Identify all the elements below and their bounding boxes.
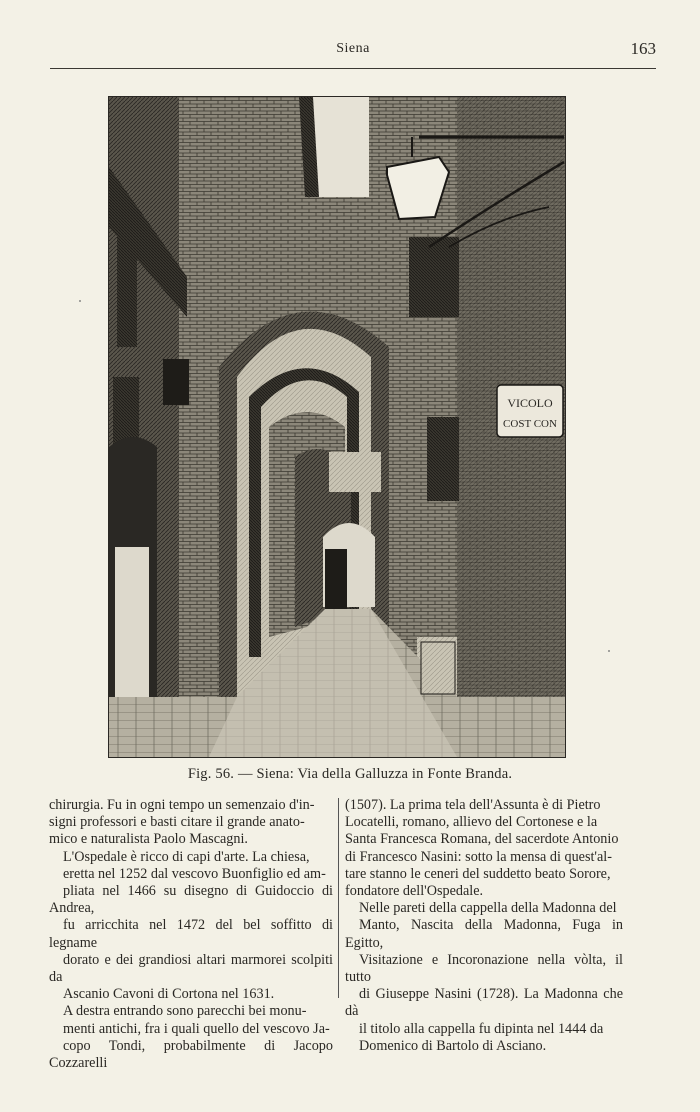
text-line: A destra entrando sono parecchi bei monu- — [63, 1003, 307, 1020]
text-line: di Giuseppe Nasini (1728). La Madonna che dà — [345, 986, 623, 1020]
right-column — [345, 797, 623, 1055]
left-paragraph-2 — [49, 849, 333, 1004]
text-line: di Francesco Nasini: sotto la mensa di quest'al- — [345, 848, 612, 865]
text-line: (1507). La prima tela dell'Assunta è di Pietro — [345, 797, 601, 813]
text-line: il titolo alla cappella fu dipinta nel 1444 da — [359, 1020, 604, 1037]
text-line: L'Ospedale è ricco di capi d'arte. La chiesa, — [63, 848, 310, 865]
text-line: signi professori e basti citare il grande anato- — [49, 814, 305, 831]
text-line: Nelle pareti della cappella della Madonna del — [359, 900, 617, 917]
text-line: Ascanio Cavoni di Cortona nel 1631. — [63, 986, 275, 1003]
text-line: Domenico di Bartolo di Asciano. — [359, 1037, 547, 1054]
right-paragraph-1 — [345, 797, 623, 900]
left-paragraph-3 — [49, 1003, 333, 1072]
sign-text-top: VICOLO — [507, 396, 553, 410]
paper-speck — [608, 650, 610, 652]
street-engraving — [109, 97, 565, 757]
text-line: Visitazione e Incoronazione nella vòlta, il tutto — [345, 951, 623, 986]
text-line: tare stanno le ceneri del suddetto beato Sorore, — [345, 865, 611, 882]
engraving-figure — [108, 96, 566, 758]
text-line: Locatelli, romano, allievo del Cortonese e la — [345, 814, 598, 831]
running-title: Siena — [336, 41, 370, 56]
text-line: copo Tondi, probabilmente di Jacopo Cozzarelli — [49, 1037, 333, 1072]
text-line: eretta nel 1252 dal vescovo Buonfiglio ed am- — [63, 865, 326, 882]
text-line: fondatore dell'Ospedale. — [345, 883, 484, 900]
text-line: fu arricchita nel 1472 del bel soffitto di legname — [49, 917, 333, 951]
text-line: menti antichi, fra i quali quello del vescovo Ja- — [63, 1020, 330, 1037]
text-line: Manto, Nascita della Madonna, Fuga in Egitto, — [345, 917, 623, 951]
left-column — [49, 797, 333, 1072]
text-line: dorato e dei grandiosi altari marmorei scolpiti da — [49, 951, 333, 986]
page-number: 163 — [630, 39, 656, 58]
text-line: mico e naturalista Paolo Mascagni. — [49, 831, 248, 848]
running-header — [50, 38, 656, 69]
text-line: chirurgia. Fu in ogni tempo un semenzaio d'in- — [49, 797, 315, 813]
column-divider — [338, 798, 339, 998]
figure-caption: Fig. 56. — Siena: Via della Galluzza in Fonte Branda. — [187, 766, 513, 782]
paper-speck — [79, 300, 81, 302]
right-paragraph-2 — [345, 900, 623, 1055]
sign-text-bottom: COST CON — [503, 418, 557, 430]
text-line: Santa Francesca Romana, del sacerdote Antonio — [345, 831, 619, 848]
left-paragraph-1 — [49, 797, 333, 849]
text-line: pliata nel 1466 su disegno di Guidoccio di Andrea, — [49, 883, 333, 917]
